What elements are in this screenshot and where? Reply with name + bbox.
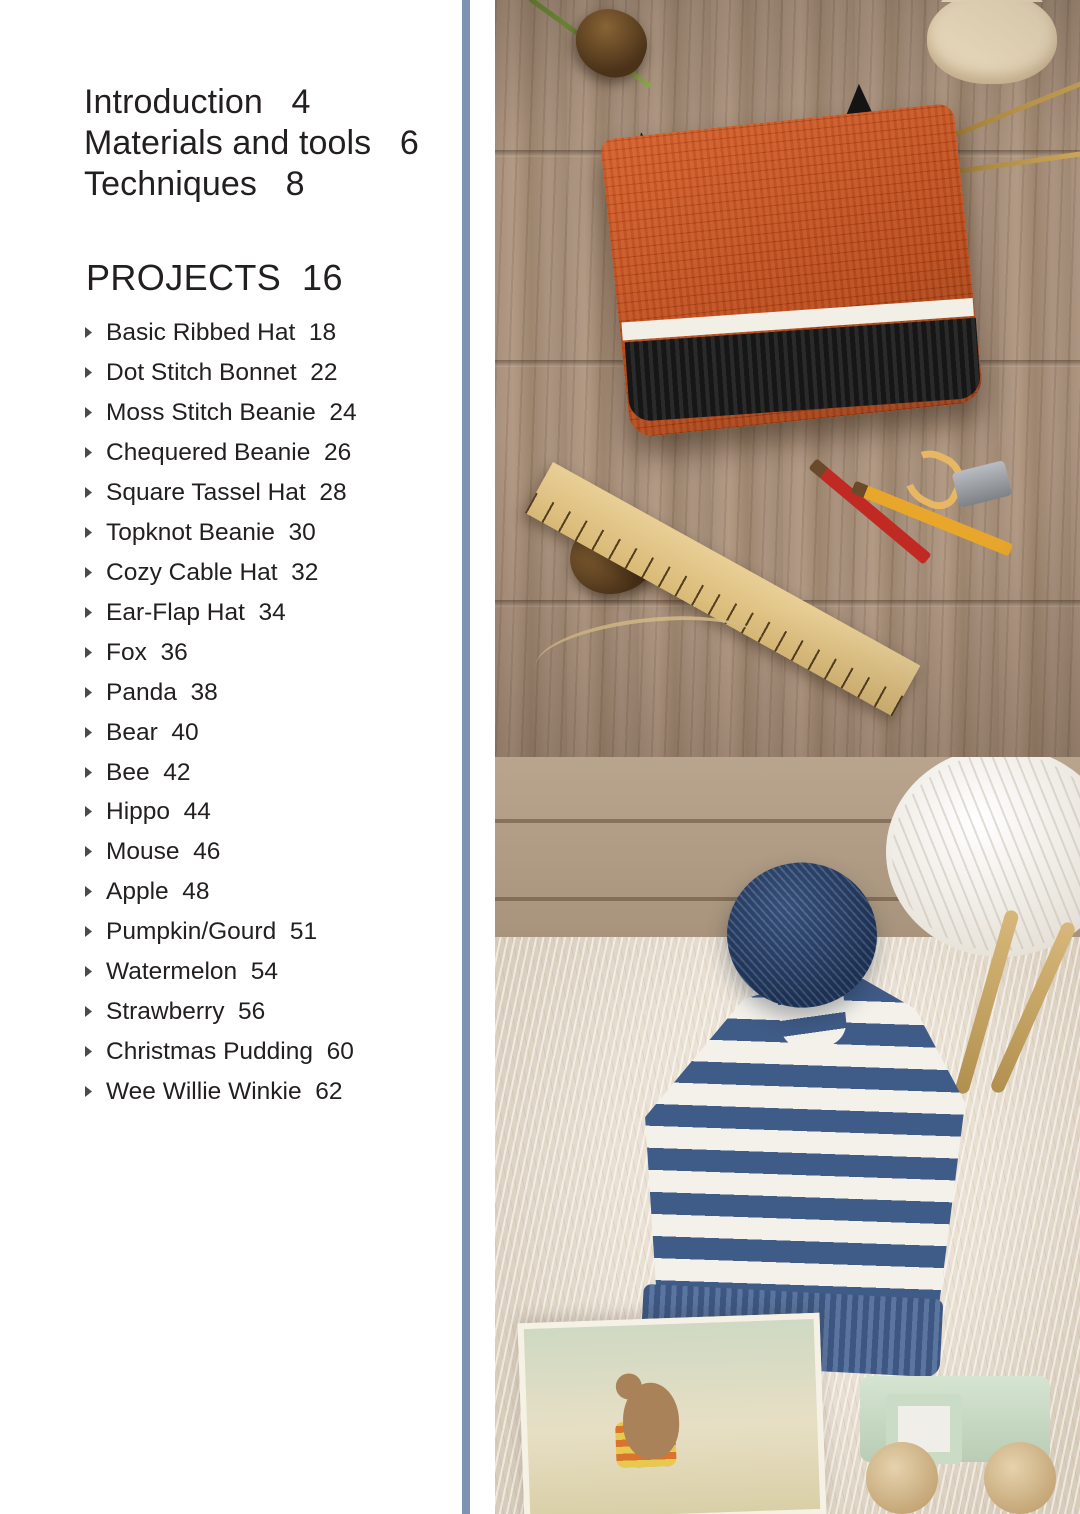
triangle-bullet-icon (84, 487, 106, 498)
triangle-bullet-icon (84, 926, 106, 937)
front-matter-entry: Introduction 4 (84, 83, 311, 121)
list-item-label: Christmas Pudding 60 (106, 1037, 354, 1065)
list-item-label: Strawberry 56 (106, 998, 266, 1026)
front-matter-entry: Materials and tools 6 (84, 124, 419, 163)
list-item-label: Wee Willie Winkie 62 (106, 1077, 343, 1105)
list-item (84, 393, 422, 433)
list-item (84, 753, 422, 793)
list-item (84, 513, 422, 553)
front-matter-list (84, 82, 422, 205)
list-item (84, 992, 422, 1032)
list-item-label: Cozy Cable Hat 32 (106, 558, 319, 586)
triangle-bullet-icon (84, 1046, 106, 1057)
list-item-label: Square Tassel Hat 28 (106, 479, 347, 507)
list-item (84, 553, 422, 593)
list-item (84, 433, 422, 473)
triangle-bullet-icon (84, 607, 106, 618)
wooden-toy-truck (860, 1358, 1070, 1508)
triangle-bullet-icon (84, 567, 106, 578)
triangle-bullet-icon (84, 407, 106, 418)
triangle-bullet-icon (84, 727, 106, 738)
list-item (84, 673, 422, 713)
triangle-bullet-icon (84, 767, 106, 778)
list-item-label: Topknot Beanie 30 (106, 518, 316, 546)
truck-wheel (866, 1442, 938, 1514)
triangle-bullet-icon (84, 1086, 106, 1097)
photo-vignette (495, 0, 1080, 757)
list-item-label: Moss Stitch Beanie 24 (106, 399, 357, 427)
list-item-label: Pumpkin/Gourd 51 (106, 918, 318, 946)
projects-section-heading: PROJECTS 16 (86, 257, 343, 299)
list-item-label: Fox 36 (106, 638, 188, 666)
list-item (84, 713, 422, 753)
list-item-label: Watermelon 54 (106, 958, 279, 986)
list-item (84, 832, 422, 872)
triangle-bullet-icon (84, 647, 106, 658)
striped-topknot-hat-photo (495, 757, 1080, 1514)
photo-column (462, 0, 1080, 1514)
table-of-contents (0, 0, 462, 1514)
list-item (84, 872, 422, 912)
list-item-label: Ear-Flap Hat 34 (106, 598, 286, 626)
projects-list (84, 313, 422, 1111)
list-item-label: Basic Ribbed Hat 18 (106, 319, 337, 347)
vertical-rule (462, 0, 470, 1514)
triangle-bullet-icon (84, 846, 106, 857)
list-item (84, 633, 422, 673)
list-item-label: Bee 42 (106, 758, 191, 786)
picture-book (518, 1313, 827, 1514)
triangle-bullet-icon (84, 687, 106, 698)
list-item-label: Apple 48 (106, 878, 210, 906)
list-item-label: Bear 40 (106, 718, 199, 746)
triangle-bullet-icon (84, 1006, 106, 1017)
list-item (84, 912, 422, 952)
list-item-label: Dot Stitch Bonnet 22 (106, 359, 338, 387)
triangle-bullet-icon (84, 447, 106, 458)
list-item-label: Panda 38 (106, 678, 218, 706)
front-matter-entry: Techniques 8 (84, 165, 305, 204)
list-item (84, 952, 422, 992)
list-item (84, 473, 422, 513)
triangle-bullet-icon (84, 886, 106, 897)
photo-stack (495, 0, 1080, 1514)
triangle-bullet-icon (84, 367, 106, 378)
list-item-label: Chequered Beanie 26 (106, 439, 352, 467)
triangle-bullet-icon (84, 966, 106, 977)
list-item (84, 353, 422, 393)
fox-hat-photo (495, 0, 1080, 757)
triangle-bullet-icon (84, 806, 106, 817)
list-item-label: Hippo 44 (106, 798, 211, 826)
list-item (84, 1032, 422, 1072)
truck-wheel (984, 1442, 1056, 1514)
list-item (84, 792, 422, 832)
striped-hat (621, 871, 1009, 1384)
triangle-bullet-icon (84, 327, 106, 338)
triangle-bullet-icon (84, 527, 106, 538)
list-item (84, 1072, 422, 1112)
list-item-label: Mouse 46 (106, 838, 221, 866)
list-item (84, 313, 422, 353)
list-item (84, 593, 422, 633)
